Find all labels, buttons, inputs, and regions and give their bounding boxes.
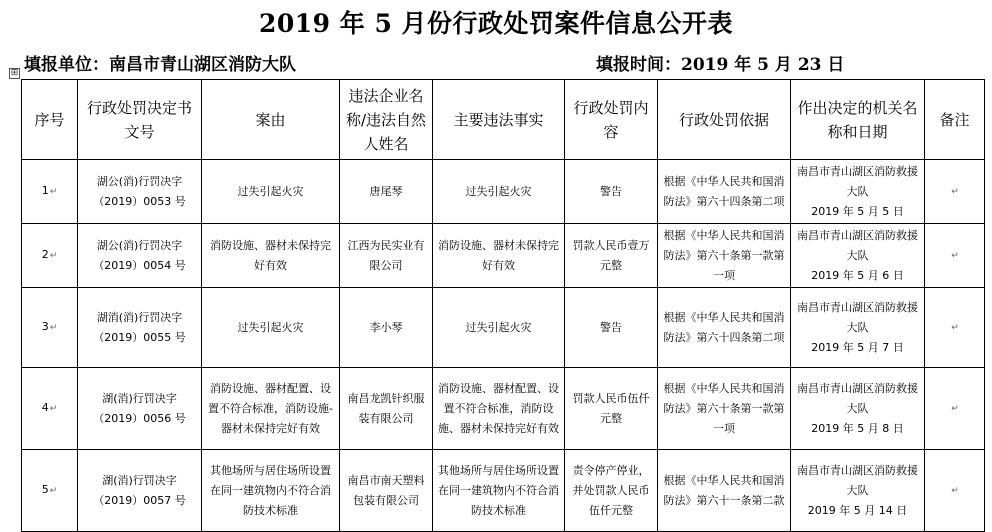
table-row — [22, 160, 985, 224]
organ-name: 南昌市青山湖区消防救援大队 — [797, 463, 918, 497]
cell-party: 南昌龙凯针织服装有限公司 — [340, 368, 433, 450]
header-cause: 案由 — [202, 80, 340, 160]
header-doc-no: 行政处罚决定书文号 — [78, 80, 202, 160]
decision-date: 2019 年 5 月 6 日 — [811, 268, 904, 282]
cell-facts: 其他场所与居住场所设置在同一建筑物内不符合消防技术标准 — [433, 450, 565, 532]
header-row — [22, 80, 985, 160]
cell-basis: 根据《中华人民共和国消防法》第六十条第一款第一项 — [658, 224, 791, 288]
table-move-handle-icon[interactable]: ⊞ — [10, 68, 19, 78]
organ-name: 南昌市青山湖区消防救援大队 — [797, 164, 918, 198]
cell-content: 警告 — [565, 288, 658, 368]
paragraph-mark-icon: ↵ — [951, 322, 959, 333]
reporting-time: 填报时间：2019 年 5 月 23 日 — [596, 55, 845, 75]
cell-party: 江西为民实业有限公司 — [340, 224, 433, 288]
paragraph-mark-icon: ↵ — [951, 250, 959, 261]
header-remark: 备注 — [925, 80, 985, 160]
cell-cause: 过失引起火灾 — [202, 288, 340, 368]
cell-organ — [791, 450, 925, 532]
cell-seq: 4↵ — [22, 368, 78, 450]
cell-organ — [791, 368, 925, 450]
header-content: 行政处罚内容 — [565, 80, 658, 160]
organ-name: 南昌市青山湖区消防救援大队 — [797, 228, 918, 262]
paragraph-mark-icon: ↵ — [49, 404, 58, 414]
cell-facts: 过失引起火灾 — [433, 160, 565, 224]
organ-name: 南昌市青山湖区消防救援大队 — [797, 381, 918, 415]
cell-basis: 根据《中华人民共和国消防法》第六十四条第二项 — [658, 288, 791, 368]
table-row — [22, 288, 985, 368]
paragraph-mark-icon: ↵ — [49, 251, 58, 261]
cell-organ — [791, 224, 925, 288]
cell-seq: 1↵ — [22, 160, 78, 224]
cell-doc-no: 湖公(消)行罚决字（2019）0053 号 — [78, 160, 202, 224]
cell-content: 责令停产停业，并处罚款人民币伍仟元整 — [565, 450, 658, 532]
cell-organ — [791, 288, 925, 368]
paragraph-mark-icon: ↵ — [49, 486, 58, 496]
penalty-table — [21, 79, 985, 532]
paragraph-mark-icon: ↵ — [951, 403, 959, 414]
table-row — [22, 368, 985, 450]
decision-date: 2019 年 5 月 5 日 — [811, 204, 904, 218]
cell-party: 李小琴 — [340, 288, 433, 368]
cell-cause: 其他场所与居住场所设置在同一建筑物内不符合消防技术标准 — [202, 450, 340, 532]
header-party: 违法企业名称/违法自然人姓名 — [340, 80, 433, 160]
cell-remark — [925, 288, 985, 368]
cell-doc-no: 湖(消)行罚决字（2019）0056 号 — [78, 368, 202, 450]
paragraph-mark-icon: ↵ — [951, 186, 959, 197]
cell-cause: 过失引起火灾 — [202, 160, 340, 224]
cell-cause: 消防设施、器材配置、设置不符合标准，消防设施-器材未保持完好有效 — [202, 368, 340, 450]
cell-organ — [791, 160, 925, 224]
organ-name: 南昌市青山湖区消防救援大队 — [797, 300, 918, 334]
cell-facts: 过失引起火灾 — [433, 288, 565, 368]
cell-facts: 消防设施、器材配置、设置不符合标准，消防设施、器材未保持完好有效 — [433, 368, 565, 450]
table-row — [22, 450, 985, 532]
header-organ: 作出决定的机关名称和日期 — [791, 80, 925, 160]
cell-seq: 3↵ — [22, 288, 78, 368]
cell-cause: 消防设施、器材未保持完好有效 — [202, 224, 340, 288]
paragraph-mark-icon: ↵ — [49, 323, 58, 333]
cell-remark — [925, 160, 985, 224]
cell-basis: 根据《中华人民共和国消防法》第六十一条第二款 — [658, 450, 791, 532]
cell-party: 唐尾琴 — [340, 160, 433, 224]
cell-seq: 5↵ — [22, 450, 78, 532]
paragraph-mark-icon: ↵ — [49, 187, 58, 197]
cell-basis: 根据《中华人民共和国消防法》第六十条第一款第一项 — [658, 368, 791, 450]
cell-remark — [925, 224, 985, 288]
paragraph-mark-icon: ↵ — [951, 485, 959, 496]
decision-date: 2019 年 5 月 14 日 — [807, 503, 908, 517]
cell-remark — [925, 368, 985, 450]
reporting-unit: 填报单位：南昌市青山湖区消防大队 — [24, 55, 296, 75]
header-basis: 行政处罚依据 — [658, 80, 791, 160]
cell-remark — [925, 450, 985, 532]
header-facts: 主要违法事实 — [433, 80, 565, 160]
cell-facts: 消防设施、器材未保持完好有效 — [433, 224, 565, 288]
page-title: 2019 年 5 月份行政处罚案件信息公开表 — [258, 9, 734, 38]
cell-party: 南昌市南天塑料包装有限公司 — [340, 450, 433, 532]
cell-doc-no: 湖公(消)行罚决字（2019）0054 号 — [78, 224, 202, 288]
cell-content: 罚款人民币伍仟元整 — [565, 368, 658, 450]
header-seq: 序号 — [22, 80, 78, 160]
cell-doc-no: 湖消(消)行罚决字（2019）0055 号 — [78, 288, 202, 368]
cell-doc-no: 湖(消)行罚决字（2019）0057 号 — [78, 450, 202, 532]
cell-content: 罚款人民币壹万元整 — [565, 224, 658, 288]
cell-content: 警告 — [565, 160, 658, 224]
table-row — [22, 224, 985, 288]
cell-seq: 2↵ — [22, 224, 78, 288]
decision-date: 2019 年 5 月 8 日 — [811, 421, 904, 435]
cell-basis: 根据《中华人民共和国消防法》第六十四条第二项 — [658, 160, 791, 224]
decision-date: 2019 年 5 月 7 日 — [811, 340, 904, 354]
